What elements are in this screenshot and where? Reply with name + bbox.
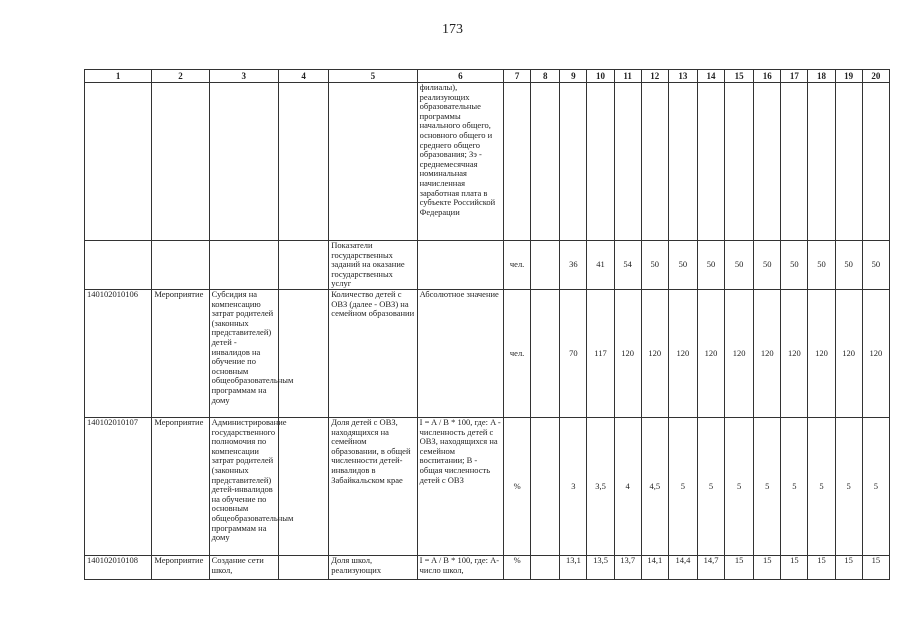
unit-cell: чел. bbox=[504, 290, 531, 418]
indicator-cell: Показатели государственных заданий на оказание государственных услуг bbox=[329, 241, 417, 290]
method-cell: Абсолютное значение bbox=[417, 290, 503, 418]
col-header: 7 bbox=[504, 70, 531, 83]
value-cell: 120 bbox=[754, 290, 781, 418]
value-cell: 120 bbox=[862, 290, 889, 418]
value-cell: 15 bbox=[725, 556, 754, 580]
code-cell: 140102010106 bbox=[85, 290, 152, 418]
name-cell: Администрирование государственного полномочия по компенсации затрат родителей (законных представителей) детей-инвалидов на обучение по основным общеобразовательным программам на дому bbox=[209, 418, 278, 556]
value-cell: 50 bbox=[754, 241, 781, 290]
name-cell: Субсидия на компенсацию затрат родителей (законных представителей) детей - инвалидов на обучение по основным общеобразовательным программам на дому bbox=[209, 290, 278, 418]
col-header: 10 bbox=[587, 70, 614, 83]
page-number: 173 bbox=[442, 22, 463, 37]
table-row bbox=[85, 290, 890, 418]
col-header: 4 bbox=[278, 70, 328, 83]
value-cell: 50 bbox=[835, 241, 862, 290]
value-cell: 5 bbox=[668, 418, 697, 556]
type-cell: Мероприятие bbox=[152, 418, 209, 556]
col-header: 12 bbox=[641, 70, 668, 83]
col-header: 9 bbox=[560, 70, 587, 83]
value-cell: 15 bbox=[781, 556, 808, 580]
value-cell: 13,7 bbox=[614, 556, 641, 580]
method-cell: филиалы), реализующих образовательные программы начального общего, основного общего и среднего общего образования; Зэ - среднемесячная номинальная начисленная заработная плата в субъекте Российской Федерации bbox=[417, 83, 503, 241]
value-cell: 14,1 bbox=[641, 556, 668, 580]
value-cell: 13,5 bbox=[587, 556, 614, 580]
value-cell: 50 bbox=[697, 241, 724, 290]
value-cell: 15 bbox=[754, 556, 781, 580]
value-cell: 14,4 bbox=[668, 556, 697, 580]
value-cell: 50 bbox=[808, 241, 835, 290]
col-header: 11 bbox=[614, 70, 641, 83]
unit-cell: % bbox=[504, 556, 531, 580]
indicator-cell: Доля школ, реализующих bbox=[329, 556, 417, 580]
value-cell: 120 bbox=[781, 290, 808, 418]
value-cell: 5 bbox=[725, 418, 754, 556]
value-cell: 15 bbox=[862, 556, 889, 580]
value-cell: 120 bbox=[668, 290, 697, 418]
value-cell: 50 bbox=[862, 241, 889, 290]
value-cell: 14,7 bbox=[697, 556, 724, 580]
value-cell: 5 bbox=[835, 418, 862, 556]
col-header: 13 bbox=[668, 70, 697, 83]
value-cell: 4,5 bbox=[641, 418, 668, 556]
header-row bbox=[85, 70, 890, 83]
col-header: 3 bbox=[209, 70, 278, 83]
value-cell: 120 bbox=[808, 290, 835, 418]
value-cell: 50 bbox=[725, 241, 754, 290]
value-cell: 36 bbox=[560, 241, 587, 290]
name-cell: Создание сети школ, bbox=[209, 556, 278, 580]
value-cell: 70 bbox=[560, 290, 587, 418]
value-cell: 15 bbox=[808, 556, 835, 580]
value-cell: 15 bbox=[835, 556, 862, 580]
col-header: 18 bbox=[808, 70, 835, 83]
value-cell: 120 bbox=[835, 290, 862, 418]
col-header: 14 bbox=[697, 70, 724, 83]
col-header: 16 bbox=[754, 70, 781, 83]
table-row bbox=[85, 241, 890, 290]
table-row bbox=[85, 556, 890, 580]
value-cell: 50 bbox=[641, 241, 668, 290]
type-cell: Мероприятие bbox=[152, 290, 209, 418]
table-row bbox=[85, 418, 890, 556]
value-cell: 120 bbox=[614, 290, 641, 418]
code-cell: 140102010107 bbox=[85, 418, 152, 556]
table-row bbox=[85, 83, 890, 241]
type-cell: Мероприятие bbox=[152, 556, 209, 580]
value-cell: 117 bbox=[587, 290, 614, 418]
col-header: 6 bbox=[417, 70, 503, 83]
col-header: 2 bbox=[152, 70, 209, 83]
col-header: 19 bbox=[835, 70, 862, 83]
unit-cell: % bbox=[504, 418, 531, 556]
value-cell: 5 bbox=[862, 418, 889, 556]
col-header: 8 bbox=[531, 70, 560, 83]
method-cell: I = A / B * 100, где: A- число школ, bbox=[417, 556, 503, 580]
col-header: 1 bbox=[85, 70, 152, 83]
program-table bbox=[84, 69, 890, 580]
value-cell: 120 bbox=[725, 290, 754, 418]
value-cell: 3 bbox=[560, 418, 587, 556]
value-cell: 5 bbox=[754, 418, 781, 556]
value-cell: 120 bbox=[697, 290, 724, 418]
value-cell: 3,5 bbox=[587, 418, 614, 556]
col-header: 20 bbox=[862, 70, 889, 83]
value-cell: 41 bbox=[587, 241, 614, 290]
col-header: 17 bbox=[781, 70, 808, 83]
col-header: 5 bbox=[329, 70, 417, 83]
unit-cell: чел. bbox=[504, 241, 531, 290]
value-cell: 4 bbox=[614, 418, 641, 556]
code-cell: 140102010108 bbox=[85, 556, 152, 580]
indicator-cell: Доля детей с ОВЗ, находящихся на семейном образовании, в общей численности детей-инвалидов в Забайкальском крае bbox=[329, 418, 417, 556]
value-cell: 120 bbox=[641, 290, 668, 418]
value-cell: 50 bbox=[668, 241, 697, 290]
value-cell: 5 bbox=[781, 418, 808, 556]
method-cell: I = A / B * 100, где: A - численность детей с ОВЗ, находящихся на семейном воспитании; B - общая численность детей с ОВЗ bbox=[417, 418, 503, 556]
value-cell: 50 bbox=[781, 241, 808, 290]
value-cell: 5 bbox=[808, 418, 835, 556]
value-cell: 54 bbox=[614, 241, 641, 290]
value-cell: 5 bbox=[697, 418, 724, 556]
col-header: 15 bbox=[725, 70, 754, 83]
indicator-cell: Количество детей с ОВЗ (далее - ОВЗ) на семейном образовании bbox=[329, 290, 417, 418]
value-cell: 13,1 bbox=[560, 556, 587, 580]
